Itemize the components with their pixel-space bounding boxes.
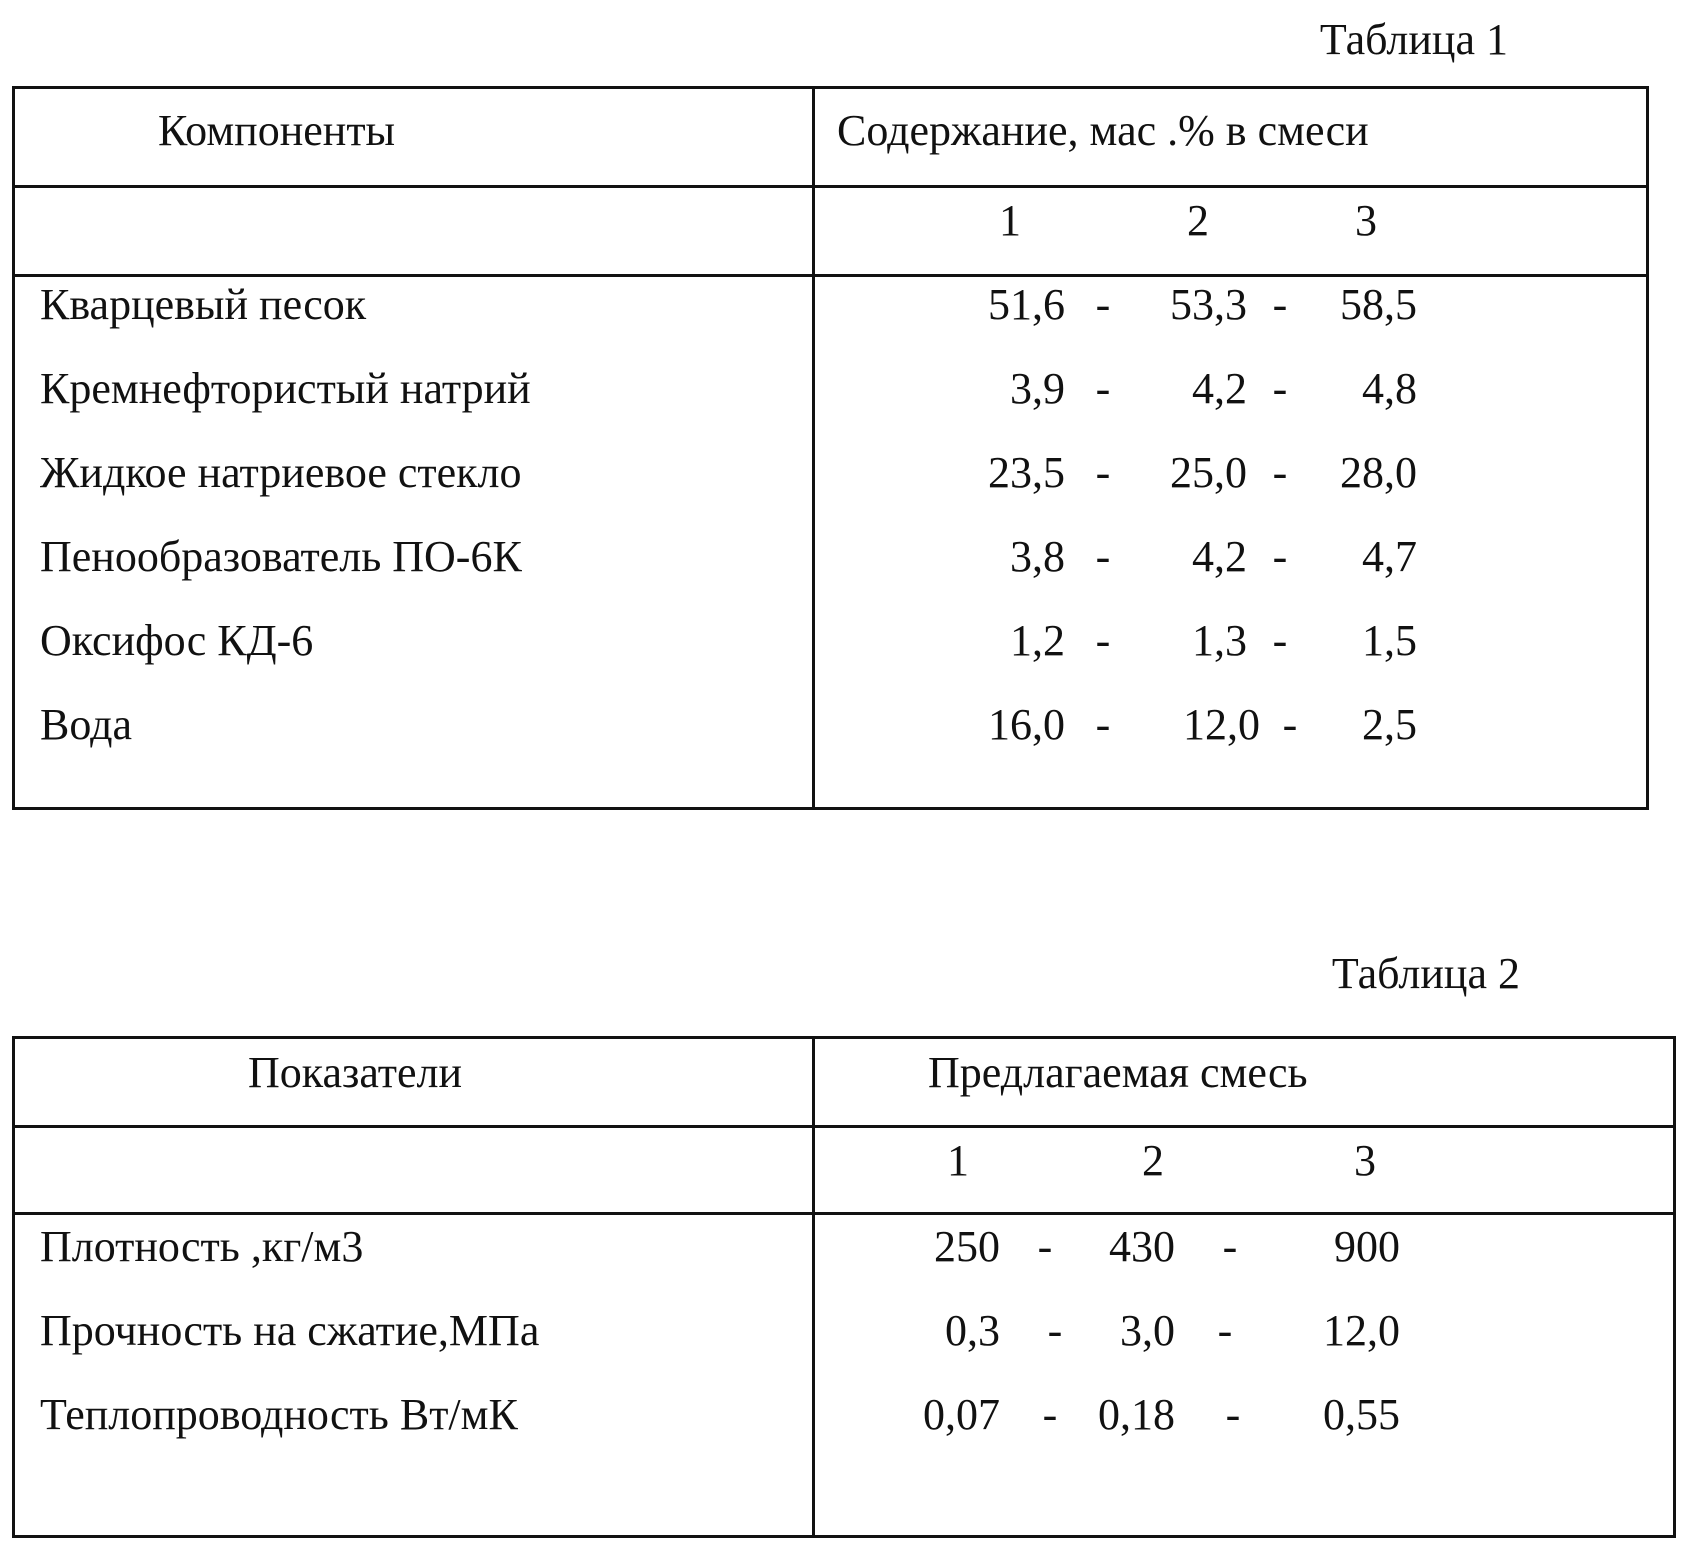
table1-cell: 3,9 bbox=[1010, 364, 1065, 413]
table1 bbox=[12, 86, 1649, 810]
table1-row-label: Жидкое натриевое стекло bbox=[40, 448, 522, 497]
table2-cell: 430 bbox=[1109, 1222, 1175, 1271]
table2-row-label: Плотность ,кг/м3 bbox=[40, 1222, 364, 1271]
table1-subheader-3: 3 bbox=[1355, 196, 1377, 245]
table2-separator: - bbox=[1222, 1222, 1238, 1271]
table2-separator: - bbox=[1047, 1306, 1063, 1355]
table2-cell: 0,55 bbox=[1323, 1390, 1400, 1439]
table2-header-mixture: Предлагаемая смесь bbox=[928, 1048, 1308, 1097]
table1-separator: - bbox=[1272, 532, 1288, 581]
table1-separator: - bbox=[1272, 616, 1288, 665]
table2-header-divider bbox=[15, 1125, 1673, 1128]
table1-subheader-2: 2 bbox=[1187, 196, 1209, 245]
table1-separator: - bbox=[1272, 280, 1288, 329]
table2-cell: 12,0 bbox=[1323, 1306, 1400, 1355]
table2-cell: 0,3 bbox=[945, 1306, 1000, 1355]
table2 bbox=[12, 1036, 1676, 1538]
table2-subheader-divider bbox=[15, 1212, 1673, 1215]
table1-separator: - bbox=[1095, 700, 1111, 749]
table1-cell: 1,3 bbox=[1192, 616, 1247, 665]
table1-separator: - bbox=[1272, 364, 1288, 413]
table1-cell: 1,5 bbox=[1362, 616, 1417, 665]
table2-cell: 900 bbox=[1334, 1222, 1400, 1271]
table1-row-label: Вода bbox=[40, 700, 132, 749]
table1-separator: - bbox=[1282, 700, 1298, 749]
table1-column-divider bbox=[812, 89, 815, 807]
table2-cell: 0,07 bbox=[923, 1390, 1000, 1439]
table1-header-divider bbox=[15, 185, 1646, 188]
table2-row-label: Теплопроводность Вт/мК bbox=[40, 1390, 518, 1439]
table1-subheader-divider bbox=[15, 274, 1646, 277]
table2-cell: 250 bbox=[934, 1222, 1000, 1271]
table1-header-components: Компоненты bbox=[158, 106, 396, 155]
table1-row-label: Пенообразователь ПО-6К bbox=[40, 532, 522, 581]
table2-subheader-3: 3 bbox=[1354, 1136, 1376, 1185]
table1-subheader-1: 1 bbox=[999, 196, 1021, 245]
table2-header-indicators: Показатели bbox=[248, 1048, 463, 1097]
table1-separator: - bbox=[1095, 280, 1111, 329]
table2-row-label: Прочность на сжатие,МПа bbox=[40, 1306, 540, 1355]
table2-column-divider bbox=[812, 1039, 815, 1535]
table1-cell: 28,0 bbox=[1340, 448, 1417, 497]
table1-separator: - bbox=[1095, 448, 1111, 497]
table1-cell: 4,7 bbox=[1362, 532, 1417, 581]
table1-row-label: Кварцевый песок bbox=[40, 280, 367, 329]
table1-cell: 58,5 bbox=[1340, 280, 1417, 329]
table1-cell: 4,2 bbox=[1192, 364, 1247, 413]
table1-cell: 25,0 bbox=[1170, 448, 1247, 497]
table2-subheader-2: 2 bbox=[1142, 1136, 1164, 1185]
table1-cell: 2,5 bbox=[1362, 700, 1417, 749]
table1-cell: 3,8 bbox=[1010, 532, 1065, 581]
table2-separator: - bbox=[1042, 1390, 1058, 1439]
table1-cell: 4,8 bbox=[1362, 364, 1417, 413]
table1-cell: 16,0 bbox=[988, 700, 1065, 749]
table1-separator: - bbox=[1272, 448, 1288, 497]
table1-separator: - bbox=[1095, 532, 1111, 581]
table1-cell: 53,3 bbox=[1170, 280, 1247, 329]
table1-cell: 4,2 bbox=[1192, 532, 1247, 581]
table1-cell: 1,2 bbox=[1010, 616, 1065, 665]
table1-caption: Таблица 1 bbox=[1319, 15, 1508, 64]
table1-header-content: Содержание, мас .% в смеси bbox=[837, 106, 1369, 155]
table1-separator: - bbox=[1095, 364, 1111, 413]
table1-cell: 23,5 bbox=[988, 448, 1065, 497]
table1-row-label: Оксифос КД-6 bbox=[40, 616, 314, 665]
table2-subheader-1: 1 bbox=[947, 1136, 969, 1185]
table2-separator: - bbox=[1225, 1390, 1241, 1439]
table1-separator: - bbox=[1095, 616, 1111, 665]
table1-row-label: Кремнефтористый натрий bbox=[40, 364, 531, 413]
table2-separator: - bbox=[1037, 1222, 1053, 1271]
table2-caption: Таблица 2 bbox=[1331, 949, 1520, 998]
table1-cell: 51,6 bbox=[988, 280, 1065, 329]
table2-separator: - bbox=[1217, 1306, 1233, 1355]
table1-cell: 12,0 bbox=[1183, 700, 1260, 749]
table2-cell: 0,18 bbox=[1098, 1390, 1175, 1439]
table2-cell: 3,0 bbox=[1120, 1306, 1175, 1355]
